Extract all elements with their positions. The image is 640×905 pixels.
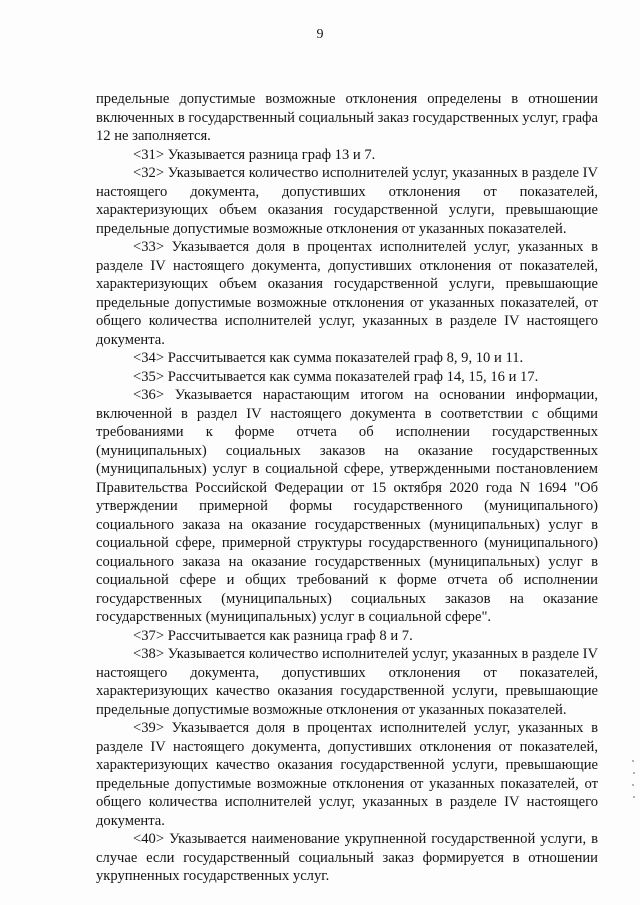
footnote-36: <36> Указывается нарастающим итогом на основании информации, включенной в раздел IV настоящего документа в соответствии с общими требованиями к форме отчета об исполнении государственных (муниципальных) социальных заказов на оказание государственных (муниципальных) услуг в социальной сфере, утвержденными постановлением Правительства Российской Федерации от 15 октября 2020 года N 1694 "Об утверждении примерной формы государственного (муниципального) социального заказа на оказание государственных (муниципальных) услуг в социальной сфере, примерной структуры государственного (муниципального) социального заказа на оказание государственных (муниципальных) услуг в социальной сфере и общих требований к форме отчета об исполнении государственных (муниципальных) социальных заказов на оказание государственных (муниципальных) услуг в социальной сфере". [96, 387, 598, 625]
footnote-33: <33> Указывается доля в процентах исполнителей услуг, указанных в разделе IV настоящего документа, допустивших отклонения от показателей, характеризующих объем оказания государственной услуги, превышающие предельные допустимые возможные отклонения от указанных показателей, от общего количества исполнителей услуг, указанных в разделе IV настоящего документа. [96, 239, 598, 348]
page-number: 9 [316, 27, 324, 42]
footnote-40: <40> Указывается наименование укрупненной государственной услуги, в случае если государственный социальный заказ формируется в отношении укрупненных государственных услуг. [96, 831, 598, 884]
footnote-35: <35> Рассчитывается как сумма показателей граф 14, 15, 16 и 17. [133, 368, 539, 385]
scan-artifact [630, 760, 636, 800]
footnote-37: <37> Рассчитывается как разница граф 8 и 7. [133, 627, 413, 644]
footnote-39: <39> Указывается доля в процентах исполнителей услуг, указанных в разделе IV настоящего документа, допустивших отклонения от показателей, характеризующих качество оказания государственной услуги, превышающие предельные допустимые возможные отклонения от указанных показателей, от общего количества исполнителей услуг, указанных в разделе IV настоящего документа. [96, 720, 598, 829]
footnote-34: <34> Рассчитывается как сумма показателей граф 8, 9, 10 и 11. [133, 350, 524, 366]
document-body [96, 90, 598, 886]
footnote-32: <32> Указывается количество исполнителей услуг, указанных в разделе IV настоящего документа, допустивших отклонения от показателей, характеризующих объем оказания государственной услуги, превышающие предельные допустимые возможные отклонения от указанных показателей. [96, 165, 598, 237]
footnote-38: <38> Указывается количество исполнителей услуг, указанных в разделе IV настоящего документа, допустивших отклонения от показателей, характеризующих качество оказания государственной услуги, превышающие предельные допустимые возможные отклонения от указанных показателей. [96, 646, 598, 718]
paragraph-continuation: предельные допустимые возможные отклонения определены в отношении включенных в государственный социальный заказ государственных услуг, графа 12 не заполняется. [96, 91, 598, 144]
footnote-31: <31> Указывается разница граф 13 и 7. [133, 146, 376, 163]
